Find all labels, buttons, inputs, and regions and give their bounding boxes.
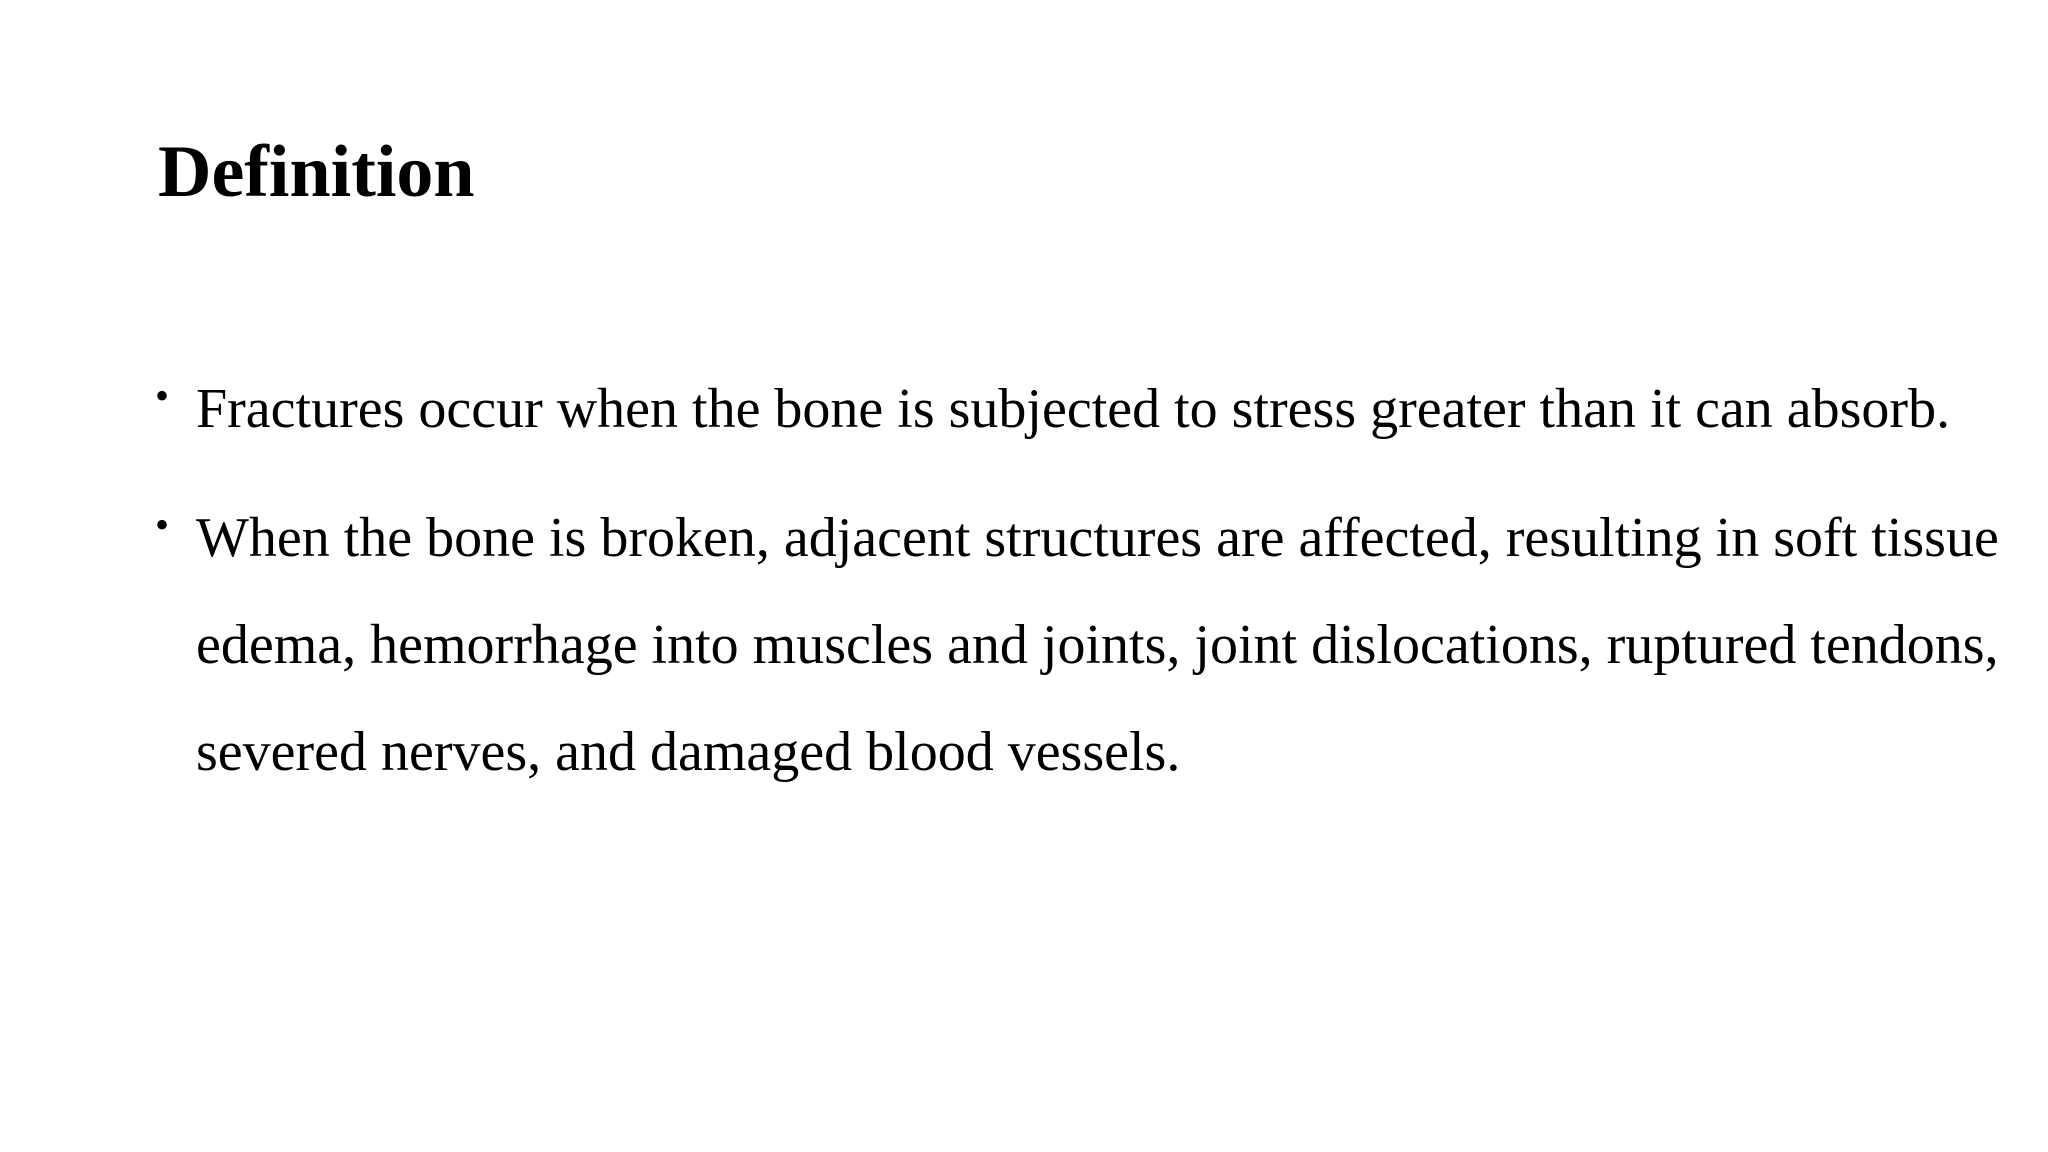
bullet-icon: • bbox=[155, 373, 170, 418]
bullet-list bbox=[155, 356, 2015, 828]
bullet-text: Fractures occur when the bone is subjected to stress greater than it can absorb. bbox=[196, 378, 1951, 440]
slide-title: Definition bbox=[158, 131, 475, 213]
bullet-icon: • bbox=[155, 502, 170, 547]
bullet-text: When the bone is broken, adjacent structures are affected, resulting in soft tissue edema, hemorrhage into muscles and joints, joint dislocations, ruptured tendons, severed nerves, and damaged blood vessels. bbox=[196, 507, 1999, 783]
bullet-item bbox=[155, 485, 2015, 806]
bullet-item bbox=[155, 356, 2015, 463]
